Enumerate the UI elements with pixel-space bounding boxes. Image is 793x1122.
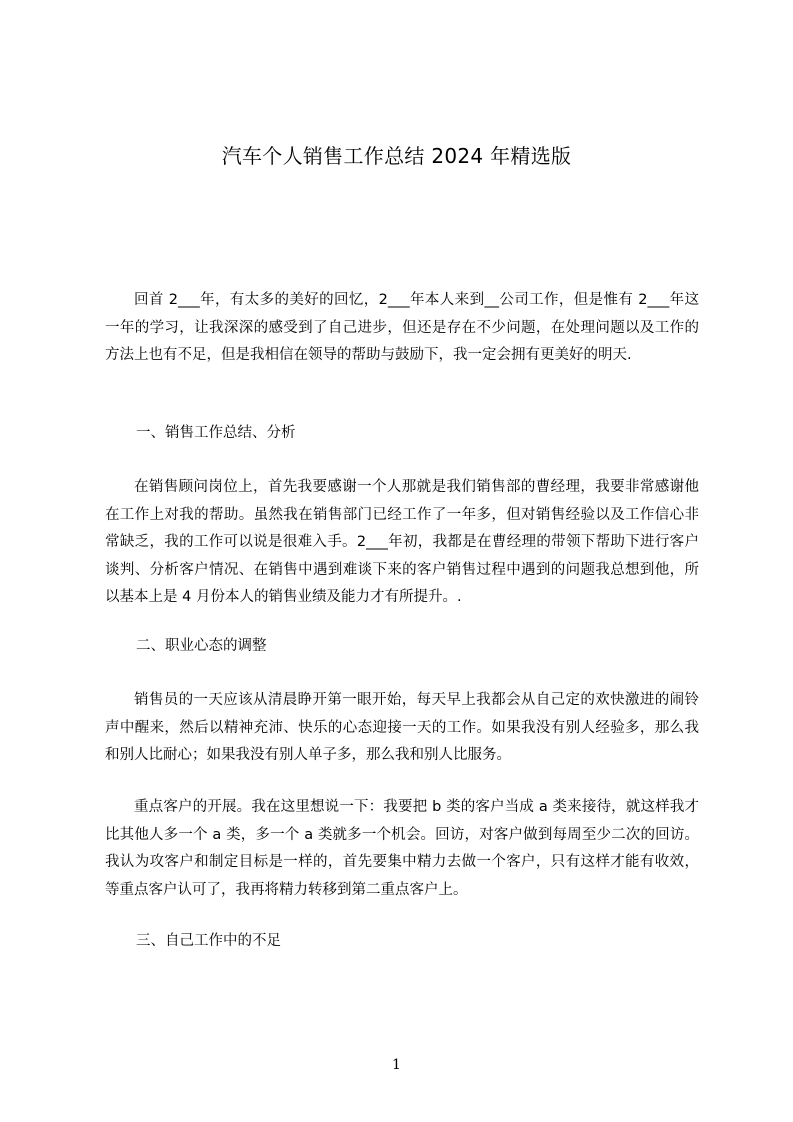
section-heading-mindset: 二、职业心态的调整 [136,638,267,654]
page-number: 1 [392,1057,401,1073]
section-body-sales-summary: 在销售顾问岗位上，首先我要感谢一个人那就是我们销售部的曹经理，我要非常感谢他在工作上对我的帮助。虽然我在销售部门已经工作了一年多，但对销售经验以及工作信心非常缺乏，我的工作可以说是很难入手。2___年初，我都是在曹经理的带领下帮助下进行客户谈判、分析客户情况、在销售中遇到难谈下来的客户销售过程中遇到的问题我总想到他，所以基本上是 4 月份本人的销售业绩及能力才有所提升。. [105,479,699,605]
document-title: 汽车个人销售工作总结 2024 年精选版 [221,144,572,168]
section-body-key-clients: 重点客户的开展。我在这里想说一下：我要把 b 类的客户当成 a 类来接待，就这样我才比其他人多一个 a 类，多一个 a 类就多一个机会。回访，对客户做到每周至少二次的回访。我认为攻客户和制定目标是一样的，首先要集中精力去做一个客户，只有这样才能有收效，等重点客户认可了，我再将精力转移到第二重点客户上。 [105,799,699,898]
intro-paragraph: 回首 2___年，有太多的美好的回忆，2___年本人来到__公司工作，但是惟有 2___年这一年的学习，让我深深的感受到了自己进步，但还是存在不少问题，在处理问题以及工作的方法上也有不足，但是我相信在领导的帮助与鼓励下，我一定会拥有更美好的明天. [105,292,699,363]
section-body-mindset: 销售员的一天应该从清晨睁开第一眼开始，每天早上我都会从自己定的欢快激进的闹铃声中醒来，然后以精神充沛、快乐的心态迎接一天的工作。如果我没有别人经验多，那么我和别人比耐心；如果我没有别人单子多，那么我和别人比服务。 [105,692,699,763]
section-heading-sales-summary: 一、销售工作总结、分析 [136,425,296,441]
section-heading-shortcomings: 三、自己工作中的不足 [136,933,281,949]
